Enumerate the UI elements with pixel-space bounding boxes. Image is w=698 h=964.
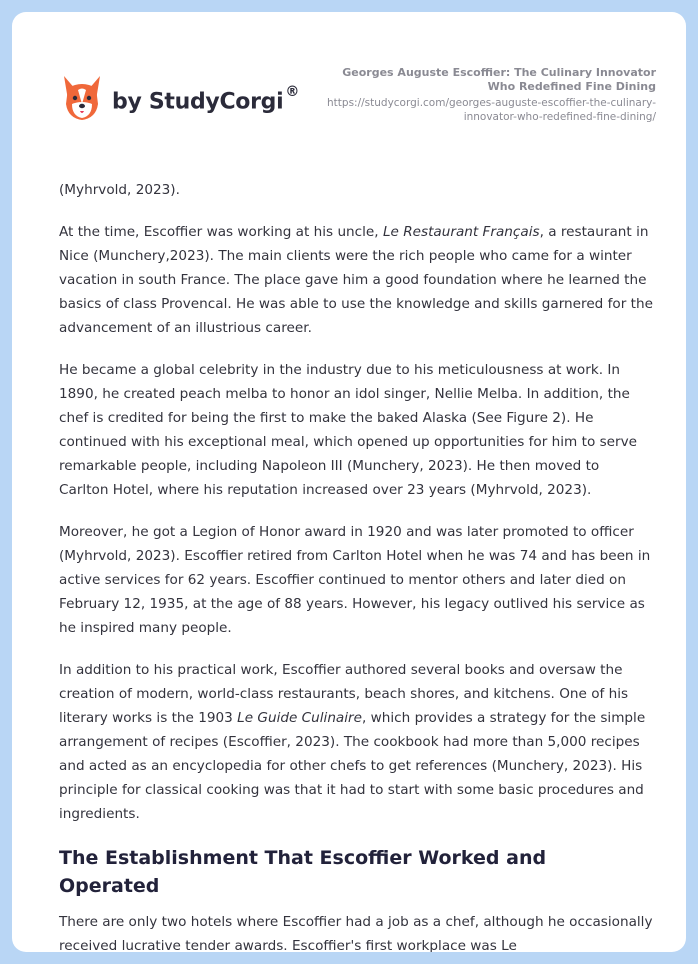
book-title: Le Guide Culinaire (237, 710, 362, 726)
studycorgi-logo[interactable] (60, 74, 299, 122)
document-header (326, 66, 656, 124)
document-page (12, 12, 686, 952)
document-url[interactable]: https://studycorgi.com/georges-auguste-escoffier-the-culinary-innovator-who-redefined-fine-dining/ (327, 97, 656, 123)
paragraph: There are only two hotels where Escoffier had a job as a chef, although he occasionally received lucrative tender awards. Escoffier's first workplace was Le (59, 914, 653, 952)
section-heading: The Establishment That Escoffier Worked and Operated (59, 847, 547, 897)
corgi-logo-icon (60, 74, 104, 122)
registered-mark: ® (285, 83, 300, 100)
restaurant-name: Le Restaurant Français (382, 224, 540, 240)
paragraph: At the time, Escoffier was working at his uncle, Le Restaurant Français, a restaurant in Nice (Munchery,2023). The main clients were the rich people who came for a winter vacation in south France. The place gave him a good foundation where he learned the basics of class Provencal. He was able to use the knowledge and skills garnered for the advancement of an illustrious career. (59, 224, 653, 336)
paragraph: In addition to his practical work, Escoffier authored several books and oversaw the creation of modern, world-class restaurants, beach shores, and kitchens. One of his literary works is the 1903 Le Guide Culinaire, which provides a strategy for the simple arrangement of recipes (Escoffier, 2023). The cookbook had more than 5,000 recipes and acted as an encyclopedia for other chefs to get references (Munchery, 2023). His principle for classical cooking was that it had to start with some basic procedures and ingredients. (59, 662, 646, 822)
document-title: Georges Auguste Escoffier: The Culinary Innovator Who Redefined Fine Dining (342, 66, 656, 93)
paragraph: Moreover, he got a Legion of Honor award in 1920 and was later promoted to officer (Myhrvold, 2023). Escoffier retired from Carlton Hotel when he was 74 and has been in active services for 62 years. Escoffier continued to mentor others and later died on February 12, 1935, at the age of 88 years. However, his legacy outlived his service as he inspired many people. (59, 524, 651, 636)
article-body (59, 178, 653, 952)
paragraph: (Myhrvold, 2023). (59, 182, 180, 198)
brand-name: by StudyCorgi ® (112, 83, 300, 115)
paragraph: He became a global celebrity in the industry due to his meticulousness at work. In 1890, he created peach melba to honor an idol singer, Nellie Melba. In addition, the chef is credited for being the first to make the baked Alaska (See Figure 2). He continued with his exceptional meal, which opened up opportunities for him to serve remarkable people, including Napoleon III (Munchery, 2023). He then moved to Carlton Hotel, where his reputation increased over 23 years (Myhrvold, 2023). (59, 362, 638, 498)
